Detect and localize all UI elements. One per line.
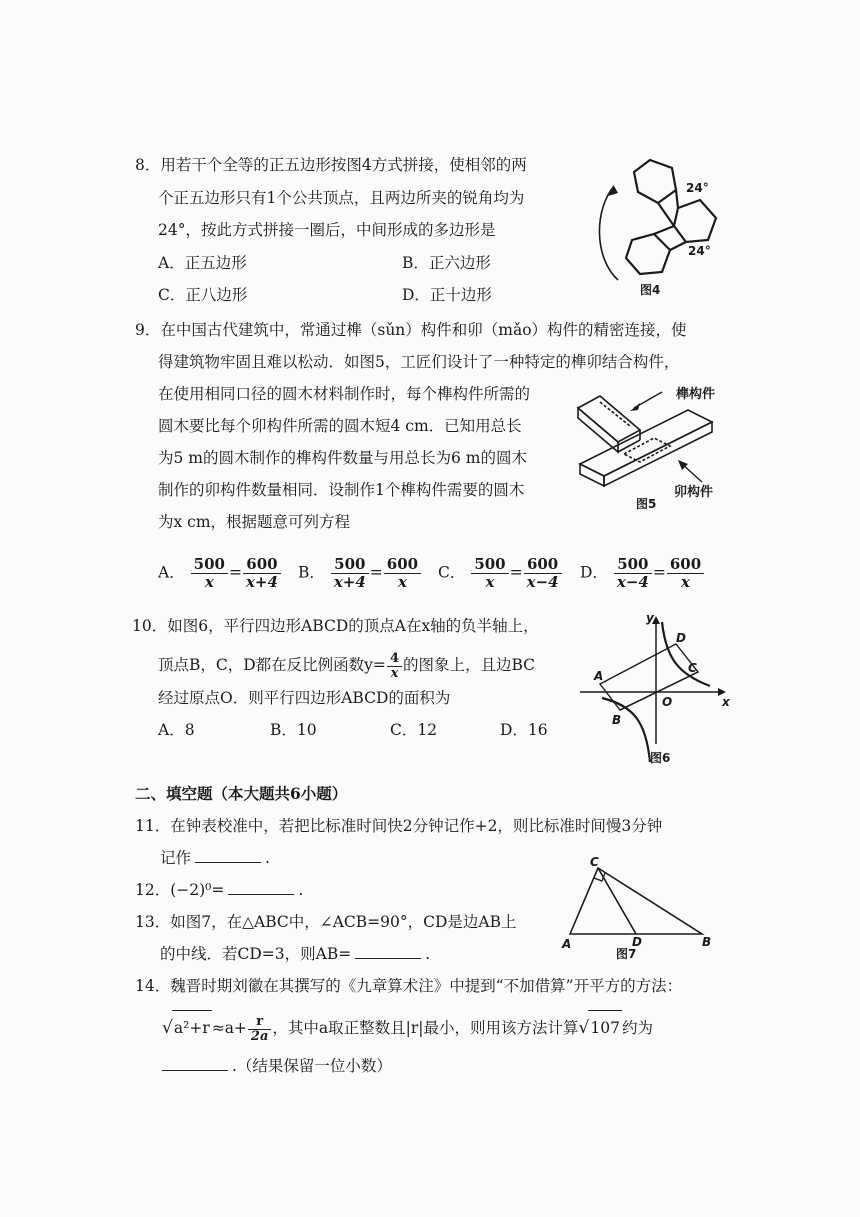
frac-num: 4 — [387, 652, 402, 667]
q9-option-b — [298, 556, 422, 591]
pentagon-top — [634, 160, 676, 203]
q10-line-2-pre: 顶点B，C，D都在反比例函数y= — [158, 656, 386, 674]
q9-line-3: 在使用相同口径的圆木材料制作时，每个榫构件所需的 — [158, 385, 531, 403]
q10-function-frac — [387, 652, 402, 681]
q9-option-c — [438, 556, 563, 591]
q9-line-1: 9．在中国古代建筑中，常通过榫（sǔn）构件和卯（mǎo）构件的精密连接，使 — [135, 321, 687, 339]
figure-5-caption: 图5 — [636, 497, 657, 511]
figure-6 — [580, 612, 740, 770]
sqrt-sign: √ — [162, 1018, 173, 1038]
parallelogram-hyperbola-diagram — [580, 612, 740, 770]
q8-option-c: C．正八边形 — [158, 286, 248, 304]
q8-option-a: A．正五边形 — [158, 254, 247, 272]
q9-option-a-letter: A． — [158, 563, 185, 582]
frac-den: x+4 — [333, 573, 366, 591]
q11-line-2-post: . — [265, 849, 270, 867]
q14-radicand: a²+r — [172, 1010, 212, 1045]
q9-option-c-right-frac — [524, 556, 562, 591]
angle-label-top: 24° — [686, 181, 709, 195]
q14-line-1: 14．魏晋时期刘徽在其撰写的《九章算术注》中提到“不加借算”开平方的方法： — [135, 977, 683, 995]
y-axis-label: y — [646, 612, 654, 625]
q12-answer-blank[interactable] — [228, 880, 294, 895]
angle-label-bottom: 24° — [688, 244, 711, 258]
right-triangle-diagram — [556, 856, 716, 976]
q9-option-b-left-frac — [331, 556, 369, 591]
q13-answer-blank[interactable] — [355, 944, 421, 959]
vertex-a-label: A — [562, 937, 572, 951]
q10-line-2 — [158, 648, 535, 682]
equals-sign: = — [652, 563, 666, 582]
q14-line-3-post: .（结果保留一位小数） — [232, 1057, 392, 1075]
q10-line-1: 10．如图6，平行四边形ABCD的顶点A在x轴的负半轴上， — [132, 617, 539, 635]
frac-den: x — [681, 573, 690, 591]
q9-line-6: 制作的卯构件数量相同．设制作1个榫构件需要的圆木 — [158, 481, 525, 499]
frac-den: x — [390, 665, 399, 681]
q9-option-d-right-frac — [667, 556, 704, 591]
frac-num: 500 — [614, 556, 652, 574]
q12-line — [135, 880, 303, 900]
section-2-title: 二、填空题（本大题共6小题） — [135, 784, 348, 803]
figure-4-caption: 图4 — [640, 283, 661, 297]
frac-num: 500 — [471, 556, 508, 574]
point-d-label: D — [632, 935, 642, 949]
q9-option-d-letter: D． — [580, 563, 608, 582]
equals-sign: = — [509, 563, 523, 582]
q9-line-5: 为5 m的圆木制作的榫构件数量与用总长为6 m的圆木 — [158, 449, 527, 467]
q12-pre: 12．(−2)⁰= — [135, 881, 225, 899]
q11-line-2 — [160, 848, 270, 868]
q9-option-c-letter: C． — [438, 563, 466, 582]
q10-option-d: D．16 — [500, 721, 548, 739]
mortise-label: 卯构件 — [674, 485, 714, 500]
q14-line-3 — [162, 1056, 392, 1076]
q8-line-2: 个正五边形只有1个公共顶点，且两边所夹的锐角均为 — [158, 189, 525, 207]
pentagon-chain-diagram — [590, 148, 740, 300]
vertex-b-label: B — [702, 935, 712, 949]
frac-den: x+4 — [245, 573, 278, 591]
frac-num: 500 — [331, 556, 369, 574]
q13-line-1: 13．如图7，在△ABC中，∠ACB=90°，CD是边AB上 — [135, 913, 517, 931]
q9-line-4: 圆木要比每个卯构件所需的圆木短4 cm．已知用总长 — [158, 417, 522, 435]
frac-num: 600 — [384, 556, 421, 574]
x-axis-label: x — [722, 695, 730, 709]
origin-label: O — [662, 695, 673, 709]
frac-num: 500 — [191, 556, 228, 574]
q8-option-d: D．正十边形 — [402, 286, 492, 304]
pentagon-middle — [674, 200, 716, 242]
frac-den: x−4 — [616, 573, 649, 591]
figure-5 — [570, 378, 730, 516]
q9-option-a — [158, 556, 282, 591]
q14-mid: ，其中a取正整数且|r|最小，则用该方法计算 — [272, 1019, 579, 1037]
figure-6-caption: 图6 — [650, 751, 671, 765]
q14-approx: ≈a+ — [211, 1019, 247, 1037]
point-c-label: C — [688, 661, 697, 675]
q8-line-1: 8．用若干个全等的正五边形按图4方式拼接，使相邻的两 — [135, 156, 527, 174]
q10-option-b: B．10 — [270, 721, 317, 739]
q9-option-c-left-frac — [471, 556, 508, 591]
frac-den: x — [204, 573, 214, 591]
frac-num: 600 — [243, 556, 281, 574]
frac-num: 600 — [667, 556, 704, 574]
q10-line-2-post: 的图象上，且边BC — [402, 656, 536, 674]
q9-option-a-right-frac — [243, 556, 281, 591]
q14-line-2 — [162, 1010, 653, 1045]
pentagon-bottom — [626, 234, 670, 274]
q13-line-2 — [160, 944, 430, 964]
q9-option-b-right-frac — [384, 556, 421, 591]
q8-option-b: B．正六边形 — [402, 254, 491, 272]
point-b-label: B — [612, 713, 622, 727]
q14-answer-blank[interactable] — [162, 1056, 228, 1071]
q10-line-3: 经过原点O．则平行四边形ABCD的面积为 — [158, 689, 451, 707]
figure-7-caption: 图7 — [616, 947, 637, 961]
q13-line-2-post: . — [425, 945, 431, 963]
q12-post: . — [298, 881, 304, 899]
q9-option-b-letter: B． — [298, 563, 325, 582]
frac-den: 2a — [250, 1028, 269, 1044]
q11-answer-blank[interactable] — [195, 848, 261, 863]
tenon-mortise-diagram — [570, 378, 730, 516]
frac-den: x−4 — [526, 573, 559, 591]
q9-line-2: 得建筑物牢固且难以松动．如图5，工匠们设计了一种特定的榫卯结合构件， — [158, 353, 680, 371]
q14-post: 约为 — [621, 1019, 653, 1037]
q11-line-2-pre: 记作 — [160, 849, 192, 867]
q10-option-c: C．12 — [390, 721, 438, 739]
point-d-label: D — [676, 631, 686, 645]
sqrt-sign: √ — [578, 1018, 590, 1038]
q9-option-d-left-frac — [614, 556, 652, 591]
point-a-label: A — [594, 669, 604, 683]
q14-frac — [248, 1015, 271, 1044]
q13-line-2-pre: 的中线．若CD=3，则AB= — [160, 945, 352, 963]
q9-line-7: 为x cm，根据题意可列方程 — [158, 513, 351, 531]
equals-sign: = — [369, 563, 383, 582]
frac-den: x — [485, 573, 495, 591]
q11-line-1: 11．在钟表校准中，若把比标准时间快2分钟记作+2，则比标准时间慢3分钟 — [135, 817, 663, 835]
figure-7 — [556, 856, 716, 976]
frac-num: 600 — [524, 556, 562, 574]
frac-den: x — [397, 573, 407, 591]
equals-sign: = — [228, 563, 242, 582]
frac-num: r — [248, 1015, 271, 1030]
q9-option-d — [580, 556, 705, 591]
q8-line-3: 24°，按此方式拼接一圈后，中间形成的多边形是 — [158, 221, 496, 239]
tenon-label: 榫构件 — [676, 387, 716, 402]
q10-option-a: A．8 — [158, 721, 195, 739]
q14-radicand-2: 107 — [588, 1010, 622, 1045]
vertex-c-label: C — [590, 856, 599, 869]
q9-option-a-left-frac — [191, 556, 228, 591]
figure-4 — [590, 148, 740, 300]
